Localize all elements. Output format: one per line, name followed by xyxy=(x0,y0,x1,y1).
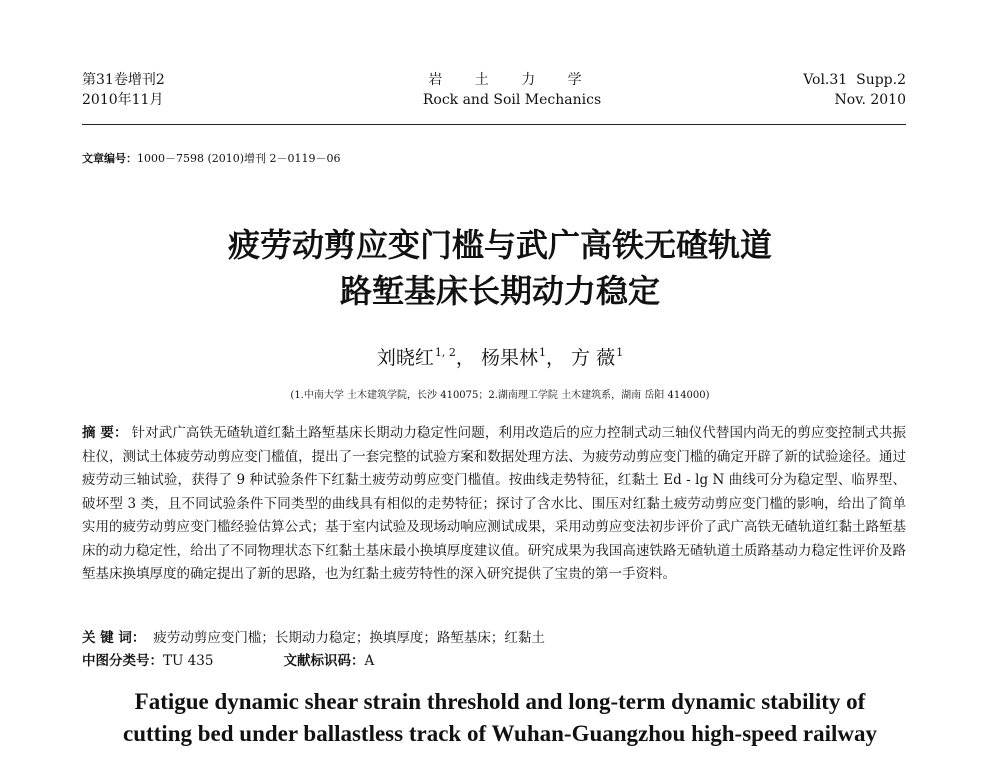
doc-code-value: A xyxy=(364,653,375,669)
date-en: Nov. 2010 xyxy=(834,92,906,108)
english-title xyxy=(60,686,940,750)
abstract-text: 针对武广高铁无碴轨道红黏土路堑基床长期动力稳定性问题，利用改造后的应力控制式动三轴仪代替国内尚无的剪应变控制式共振柱仪，测试土体疲劳动剪应变门槛值，提出了一套完整的试验方案和数据处理方法、为疲劳动剪应变门槛的确定开辟了新的试验途径。通过疲劳动三轴试验，获得了 9 种试验条件下红黏土疲劳动剪应变门槛值。按曲线走势特征，红黏土 Ed - lg N 曲线可分为稳定型、临界型、破坏型 3 类，且不同试验条件下同类型的曲线具有相似的走势特征；探讨了含水比、围压对红黏土疲劳动剪应变门槛的影响，给出了简单实用的疲劳动剪应变门槛经验估算公式；基于室内试验及现场动响应测试成果，采用动剪应变法初步评价了武广高铁无碴轨道红黏土路堑基床的动力稳定性，给出了不同物理状态下红黏土基床最小换填厚度建议值。研究成果为我国高速铁路无碴轨道土质路基动力稳定性评价及路堑基床换填厚度的确定提出了新的思路，也为红黏土疲劳特性的深入研究提供了宝贵的第一手资料。 xyxy=(82,425,907,582)
keywords xyxy=(82,626,545,646)
english-title-line-2: cutting bed under ballastless track of Wuhan-Guangzhou high-speed railway xyxy=(122,721,878,746)
doc-code-label: 文献标识码： xyxy=(283,653,365,669)
clc-label: 中图分类号： xyxy=(82,653,163,669)
author-affil-mark: 1 xyxy=(538,346,546,359)
affiliations: (1.中南大学 土木建筑学院，长沙 410075；2.湖南理工学院 土木建筑系，湖南 岳阳 414000) xyxy=(290,390,710,401)
header-center xyxy=(422,70,602,110)
header-right xyxy=(803,70,906,110)
title-line-1: 疲劳动剪应变门槛与武广高铁无碴轨道 xyxy=(227,226,772,264)
abstract xyxy=(82,422,906,587)
journal-header xyxy=(82,70,906,116)
journal-name-en: Rock and Soil Mechanics xyxy=(422,92,602,108)
article-number-value: 1000－7598 (2010)增刊 2－0119－06 xyxy=(137,152,341,165)
volume-en: Vol.31 Supp.2 xyxy=(803,72,906,88)
title-line-2: 路堑基床长期动力稳定 xyxy=(339,272,660,310)
article-number-label: 文章编号： xyxy=(82,152,137,165)
keywords-text: 疲劳动剪应变门槛；长期动力稳定；换填厚度；路堑基床；红黏土 xyxy=(153,630,545,646)
author-affil-mark: 1 xyxy=(616,346,624,359)
author-name: 刘晓红 xyxy=(376,347,434,369)
header-left xyxy=(82,70,165,110)
author-list: 刘晓红$^{1, 2}$， 杨果林$^1$， 方 薇$^1$ xyxy=(376,346,624,369)
classification-line xyxy=(82,649,374,669)
abstract-label: 摘 要： xyxy=(82,425,128,441)
keywords-label: 关 键 词： xyxy=(82,630,146,646)
author-name: 杨果林 xyxy=(480,347,538,369)
journal-name-cn: 岩 土 力 学 xyxy=(428,72,596,88)
clc-value: TU 435 xyxy=(163,653,214,669)
header-rule xyxy=(82,124,906,125)
volume-cn: 第31卷增刊2 xyxy=(82,72,165,88)
author-affil-mark: 1, 2 xyxy=(434,346,456,359)
article-number xyxy=(82,150,341,166)
author-name: 方 薇 xyxy=(571,347,616,369)
date-cn: 2010年11月 xyxy=(82,92,164,108)
paper-title xyxy=(110,222,890,314)
english-title-line-1: Fatigue dynamic shear strain threshold and long-term dynamic stability of xyxy=(134,689,866,714)
